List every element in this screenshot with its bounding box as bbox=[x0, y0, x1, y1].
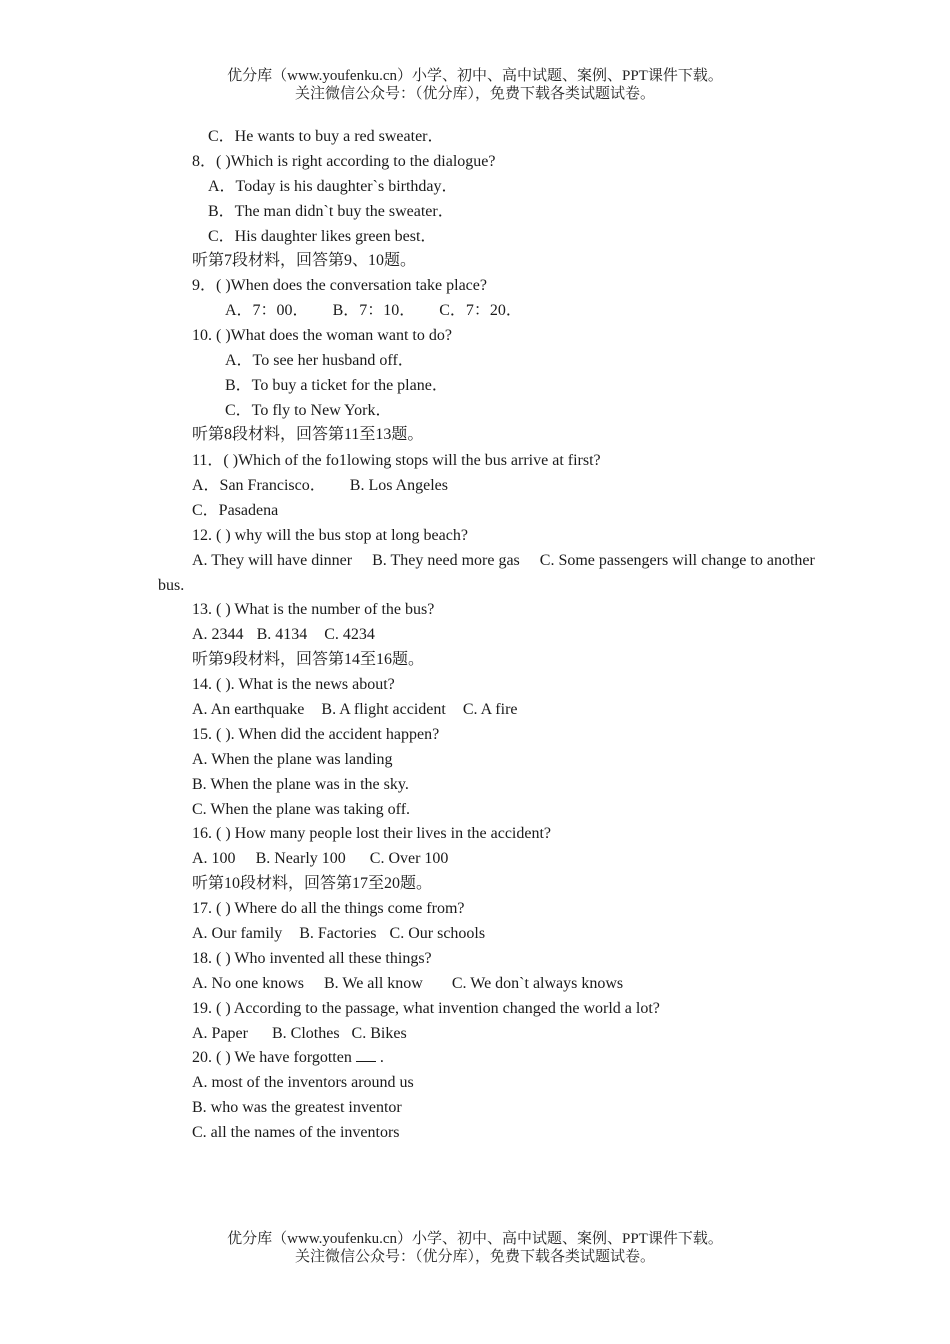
q12-option-b: B. They need more gas bbox=[372, 552, 520, 569]
page-footer-line2: 关注微信公众号：（优分库），免费下载各类试题试卷。 bbox=[294, 1249, 655, 1265]
q17-question: 17. ( ) Where do all the things come from? bbox=[192, 900, 465, 917]
q19-option-a: A. Paper bbox=[192, 1025, 248, 1042]
q18-options bbox=[192, 974, 623, 994]
q20-question bbox=[192, 1048, 384, 1068]
q13-option-b: B. 4134 bbox=[256, 626, 308, 643]
section-9-heading: 听第9段材料，回答第14至16题。 bbox=[192, 651, 425, 668]
q20-option-b: B. who was the greatest inventor bbox=[192, 1099, 402, 1116]
page-header-line1: 优分库（www.youfenku.cn）小学、初中、高中试题、案例、PPT课件下载。 bbox=[227, 68, 723, 84]
q13-question: 13. ( ) What is the number of the bus? bbox=[192, 601, 435, 618]
q15-option-b: B. When the plane was in the sky. bbox=[192, 776, 409, 793]
q14-question: 14. ( ). What is the news about? bbox=[192, 676, 395, 693]
q16-question: 16. ( ) How many people lost their lives in the accident? bbox=[192, 825, 552, 842]
q20-option-c: C. all the names of the inventors bbox=[192, 1124, 400, 1141]
q16-option-c: C. Over 100 bbox=[369, 850, 449, 867]
q15-option-a: A. When the plane was landing bbox=[192, 751, 393, 768]
q9-option-c: C．7：20． bbox=[439, 302, 522, 319]
q17-option-b: B. Factories bbox=[299, 925, 377, 942]
q8-option-c: C．His daughter likes green best． bbox=[208, 228, 437, 245]
q8-question: 8．( )Which is right according to the dialogue? bbox=[192, 153, 496, 170]
q12-option-a: A. They will have dinner bbox=[192, 552, 353, 569]
q7-option-c: C．He wants to buy a red sweater． bbox=[208, 128, 444, 145]
q9-option-a: A．7：00． bbox=[225, 302, 309, 319]
q13-option-c: C. 4234 bbox=[324, 626, 375, 643]
q14-option-c: C. A fire bbox=[462, 701, 518, 718]
q9-option-b: B．7：10． bbox=[332, 302, 416, 319]
q10-option-c: C．To fly to New York． bbox=[225, 402, 392, 419]
q17-option-c: C. Our schools bbox=[389, 925, 486, 942]
q11-option-b: B. Los Angeles bbox=[349, 477, 448, 494]
q12-options bbox=[192, 551, 815, 571]
q10-option-b: B．To buy a ticket for the plane． bbox=[225, 377, 448, 394]
q20-question-end: . bbox=[375, 1049, 384, 1066]
q8-option-a: A．Today is his daughter`s birthday． bbox=[208, 178, 458, 195]
q14-options bbox=[192, 700, 518, 720]
q11-question: 11．( )Which of the fo1lowing stops will the bus arrive at first? bbox=[192, 452, 601, 469]
q17-options bbox=[192, 924, 485, 944]
q14-option-b: B. A flight accident bbox=[321, 701, 446, 718]
q16-option-b: B. Nearly 100 bbox=[255, 850, 346, 867]
q19-options bbox=[192, 1024, 407, 1044]
q18-question: 18. ( ) Who invented all these things? bbox=[192, 950, 432, 967]
q16-option-a: A. 100 bbox=[192, 850, 236, 867]
q18-option-c: C. We don`t always knows bbox=[451, 975, 624, 992]
page-footer-line1: 优分库（www.youfenku.cn）小学、初中、高中试题、案例、PPT课件下载。 bbox=[227, 1231, 723, 1247]
section-10-heading: 听第10段材料，回答第17至20题。 bbox=[192, 875, 433, 892]
q10-question: 10. ( )What does the woman want to do? bbox=[192, 327, 452, 344]
q9-question: 9．( )When does the conversation take place? bbox=[192, 277, 487, 294]
section-8-heading: 听第8段材料，回答第11至13题。 bbox=[192, 426, 424, 443]
q12-question: 12. ( ) why will the bus stop at long beach? bbox=[192, 527, 468, 544]
q19-option-c: C. Bikes bbox=[351, 1025, 407, 1042]
q13-option-a: A. 2344 bbox=[192, 626, 244, 643]
q10-option-a: A．To see her husband off． bbox=[225, 352, 414, 369]
q11-options-ab bbox=[192, 476, 448, 496]
q20-option-a: A. most of the inventors around us bbox=[192, 1074, 414, 1091]
q19-question: 19. ( ) According to the passage, what invention changed the world a lot? bbox=[192, 1000, 660, 1017]
q11-option-a: A．San Francisco． bbox=[192, 477, 326, 494]
q20-question-text: 20. ( ) We have forgotten bbox=[192, 1049, 356, 1066]
q13-options bbox=[192, 625, 375, 645]
q18-option-a: A. No one knows bbox=[192, 975, 304, 992]
q11-option-c: C．Pasadena bbox=[192, 502, 279, 519]
q17-option-a: A. Our family bbox=[192, 925, 283, 942]
q15-question: 15. ( ). When did the accident happen? bbox=[192, 726, 440, 743]
q18-option-b: B. We all know bbox=[324, 975, 423, 992]
q16-options bbox=[192, 849, 448, 869]
q15-option-c: C. When the plane was taking off. bbox=[192, 801, 411, 818]
q8-option-b: B．The man didn`t buy the sweater． bbox=[208, 203, 454, 220]
q19-option-b: B. Clothes bbox=[271, 1025, 340, 1042]
q9-options bbox=[225, 301, 522, 321]
q20-answer-blank bbox=[356, 1049, 376, 1062]
section-7-heading: 听第7段材料，回答第9、10题。 bbox=[192, 252, 417, 269]
q12-option-c-continued: bus. bbox=[158, 577, 185, 594]
q12-option-c: C. Some passengers will change to another bbox=[539, 552, 815, 569]
q14-option-a: A. An earthquake bbox=[192, 701, 305, 718]
page-header-line2: 关注微信公众号：（优分库），免费下载各类试题试卷。 bbox=[294, 86, 655, 102]
